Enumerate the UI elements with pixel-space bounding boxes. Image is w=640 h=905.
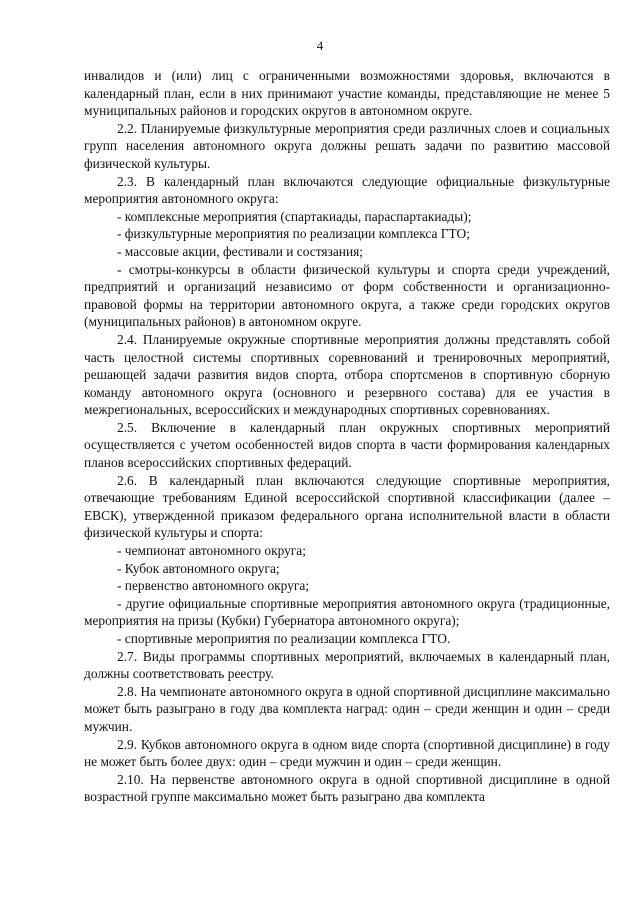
paragraph: 2.2. Планируемые физкультурные мероприятия среди различных слоев и социальных групп населения автономного округа должны решать задачи по развитию массовой физической культуры. (84, 120, 610, 171)
paragraph: инвалидов и (или) лиц с ограниченными возможностями здоровья, включаются в календарный план, если в них принимают участие команды, представляющие не менее 5 муниципальных районов и городских округов в автономном округе. (84, 68, 610, 119)
paragraph: 2.8. На чемпионате автономного округа в одной спортивной дисциплине максимально может быть разыграно в году два комплекта наград: один – среди женщин и один – среди мужчин. (84, 683, 610, 734)
paragraph: - Кубок автономного округа; (117, 560, 280, 576)
document-body (84, 67, 610, 806)
paragraph: 2.10. На первенстве автономного округа в одной спортивной дисциплине в одной возрастной группе максимально может быть разыграно два комплекта (84, 771, 610, 805)
paragraph: 2.5. Включение в календарный план окружных спортивных мероприятий осуществляется с учетом особенностей видов спорта в части формирования календарных планов всероссийских спортивных федераций. (84, 419, 610, 471)
paragraph: - чемпионат автономного округа; (117, 543, 306, 559)
paragraph: 2.6. В календарный план включаются следующие спортивные мероприятия, отвечающие требованиям Единой всероссийской спортивной классификации (далее – ЕВСК), утвержденной приказом федерального органа исполнительной власти в области физической культуры и спорта: (84, 472, 610, 541)
paragraph: - другие официальные спортивные мероприятия автономного округа (традиционные, мероприятия на призы (Кубки) Губернатора автономного округа); (84, 595, 610, 629)
paragraph: - спортивные мероприятия по реализации комплекса ГТО. (117, 631, 451, 646)
paragraph: 2.9. Кубков автономного округа в одном виде спорта (спортивной дисциплине) в году не может быть более двух: один – среди мужчин и один – среди женщин. (84, 736, 610, 770)
page-number: 4 (316, 38, 324, 53)
paragraph: 2.3. В календарный план включаются следующие официальные физкультурные мероприятия автономного округа: (84, 173, 610, 207)
paragraph: - массовые акции, фестивали и состязания; (117, 243, 363, 259)
paragraph: - первенство автономного округа; (117, 578, 310, 594)
paragraph: 2.7. Виды программы спортивных мероприятий, включаемых в календарный план, должны соответствовать реестру. (84, 648, 610, 682)
paragraph: - комплексные мероприятия (спартакиады, параспартакиады); (117, 208, 472, 224)
paragraph: 2.4. Планируемые окружные спортивные мероприятия должны представлять собой часть целостной системы спортивных соревнований и тренировочных мероприятий, решающей задачи развития видов спорта, отбора спортсменов в спортивную сборную команду автономного округа (основного и резервного состава) для ее участия в межрегиональных, всероссийских и международных спортивных соревнованиях. (84, 331, 610, 418)
paragraph: - смотры-конкурсы в области физической культуры и спорта среди учреждений, предприятий и организаций независимо от форм собственности и организационно-правовой формы на территории автономного округа, а также среди городских округов (муниципальных районов) в автономном округе. (84, 261, 610, 330)
paragraph: - физкультурные мероприятия по реализации комплекса ГТО; (117, 226, 470, 242)
